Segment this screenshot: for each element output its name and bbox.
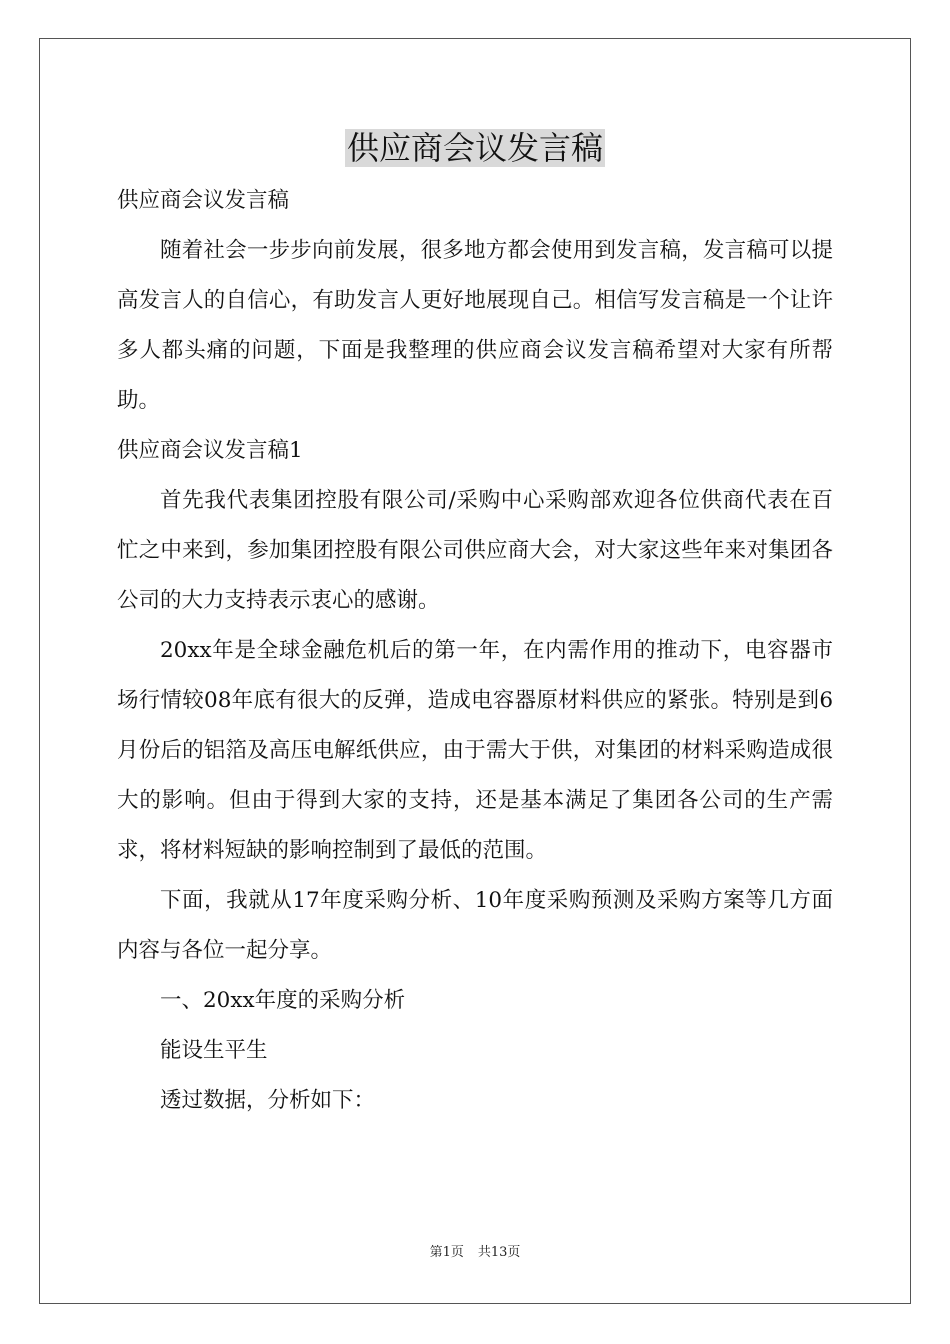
paragraph-market: 20xx年是全球金融危机后的第一年，在内需作用的推动下，电容器市场行情较08年底有很大的反弹，造成电容器原材料供应的紧张。特别是到6月份后的铝箔及高压电解纸供应，由于需大于供，对集团的材料采购造成很大的影响。但由于得到大家的支持，还是基本满足了集团各公司的生产需求，将材料短缺的影响控制到了最低的范围。 xyxy=(117,638,833,863)
page-number: 第1页 xyxy=(429,1245,464,1260)
paragraph-welcome: 首先我代表集团控股有限公司/采购中心采购部欢迎各位供商代表在百忙之中来到，参加集团控股有限公司供应商大会，对大家这些年来对集团各公司的大力支持表示衷心的感谢。 xyxy=(117,488,833,613)
paragraph-intro: 随着社会一步步向前发展，很多地方都会使用到发言稿，发言稿可以提高发言人的自信心，有助发言人更好地展现自己。相信写发言稿是一个让许多人都头痛的问题，下面是我整理的供应商会议发言稿希望对大家有所帮助。 xyxy=(117,238,833,413)
document-body xyxy=(117,176,833,1126)
paragraph-data-intro: 透过数据，分析如下： xyxy=(160,1088,376,1113)
paragraph-section-heading: 供应商会议发言稿1 xyxy=(117,438,303,463)
paragraph-subtitle: 供应商会议发言稿 xyxy=(117,188,290,213)
page-footer xyxy=(0,1244,950,1262)
paragraph-outline: 下面，我就从17年度采购分析、10年度采购预测及采购方案等几方面内容与各位一起分享。 xyxy=(117,888,833,963)
paragraph-short: 能设生平生 xyxy=(160,1038,268,1063)
document-title-text: 供应商会议发言稿 xyxy=(346,129,603,167)
paragraph-heading-analysis: 一、20xx年度的采购分析 xyxy=(160,988,406,1013)
document-title xyxy=(0,126,950,170)
page-total: 共13页 xyxy=(477,1245,521,1260)
